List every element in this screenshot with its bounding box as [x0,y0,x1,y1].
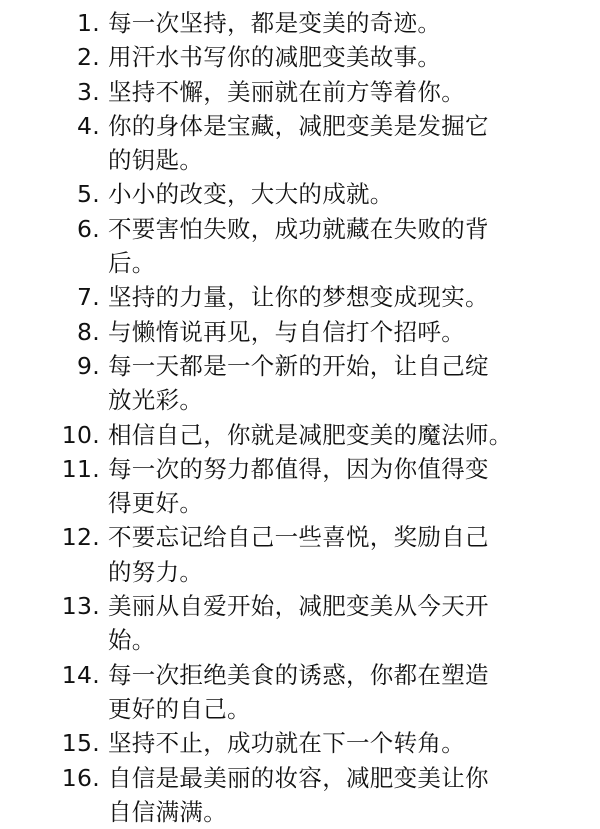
list-item-line: 小小的改变，大大的成就。 [108,180,394,209]
list-item-number: 3. [76,77,100,106]
list-item-number: 16. [61,763,100,792]
list-item [0,452,600,521]
list-item [0,6,600,40]
list-item-number: 9. [76,351,100,380]
list-item-line: 与懒惰说再见，与自信打个招呼。 [108,317,465,346]
list-item-number: 15. [61,729,100,758]
list-item-line: 每一天都是一个新的开始，让自己绽 [108,351,489,380]
list-item-text [108,212,592,281]
list-item-text [108,280,592,314]
list-item-line: 自信是最美丽的妆容，减肥变美让你 [108,763,489,792]
list-item-line: 用汗水书写你的减肥变美故事。 [108,43,442,72]
list-item [0,75,600,109]
list-item-line: 的钥匙。 [108,146,204,175]
list-item [0,520,600,589]
list-item-text [108,349,592,418]
list-item [0,726,600,760]
list-item-line: 不要害怕失败，成功就藏在失败的背 [108,214,489,243]
list-item [0,761,600,829]
list-item-line: 每一次的努力都值得，因为你值得变 [108,454,489,483]
list-item [0,418,600,452]
list-item-line: 后。 [108,249,156,278]
list-item-line: 放光彩。 [108,386,204,415]
list-item-line: 不要忘记给自己一些喜悦，奖励自己 [108,523,489,552]
list-item-text [108,109,592,178]
list-item-text [108,520,592,589]
list-item-line: 每一次拒绝美食的诱惑，你都在塑造 [108,660,489,689]
list-item [0,315,600,349]
list-item-text [108,726,592,760]
list-item [0,349,600,418]
list-item-text [108,315,592,349]
list-item [0,280,600,314]
list-item-line: 相信自己，你就是减肥变美的魔法师。 [108,420,513,449]
list-item-line: 更好的自己。 [108,694,251,723]
list-item-line: 的努力。 [108,557,204,586]
list-item-text [108,418,592,452]
list-item [0,177,600,211]
list-item-line: 得更好。 [108,489,204,518]
list-item-number: 4. [76,111,100,140]
list-item-number: 1. [76,9,100,37]
list-item-number: 10. [61,420,100,449]
list-item-text [108,589,592,658]
list-item-line: 始。 [108,626,156,655]
list-item-line: 坚持不懈，美丽就在前方等着你。 [108,77,465,106]
list-item-line: 你的身体是宝藏，减肥变美是发掘它 [108,111,489,140]
motivation-list [0,6,600,829]
list-item-text [108,75,592,109]
list-item-text [108,177,592,211]
list-item-line: 坚持的力量，让你的梦想变成现实。 [108,283,489,312]
list-item-number: 5. [76,180,100,209]
list-item-line: 每一次坚持，都是变美的奇迹。 [108,9,442,37]
list-item-number: 6. [76,214,100,243]
list-item-line: 自信满满。 [108,797,227,826]
list-item-text [108,761,592,829]
list-item [0,212,600,281]
list-item-line: 美丽从自爱开始，减肥变美从今天开 [108,592,489,621]
list-item-text [108,40,592,74]
list-item-number: 12. [61,523,100,552]
list-item-text [108,658,592,727]
list-item-text [108,6,592,40]
list-item [0,589,600,658]
list-item-number: 14. [61,660,100,689]
list-item-line: 坚持不止，成功就在下一个转角。 [108,729,465,758]
list-item [0,40,600,74]
list-item-number: 2. [76,43,100,72]
list-item [0,109,600,178]
list-item-number: 7. [76,283,100,312]
list-item-number: 11. [61,454,100,483]
list-item [0,658,600,727]
list-item-number: 8. [76,317,100,346]
list-item-text [108,452,592,521]
list-item-number: 13. [61,592,100,621]
